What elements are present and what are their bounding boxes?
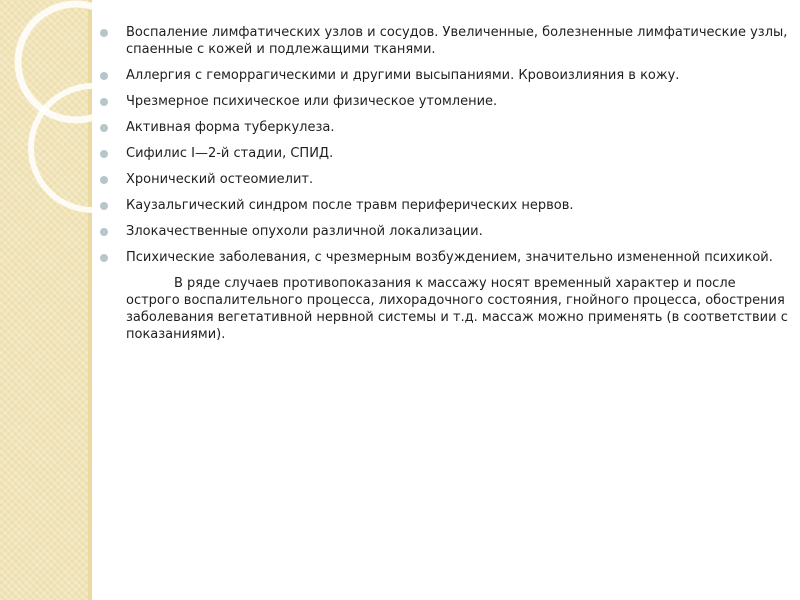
list-item [100,171,790,188]
bullet-icon [100,29,108,37]
bullet-icon [100,72,108,80]
list-item-text: Активная форма туберкулеза. [126,120,335,135]
contraindications-list [100,24,790,266]
list-item-text: Психические заболевания, с чрезмерным возбуждением, значительно измененной психикой. [126,250,773,265]
bullet-icon [100,176,108,184]
list-item-text: Каузальгический синдром после травм периферических нервов. [126,198,574,213]
bullet-icon [100,150,108,158]
list-item-text: Аллергия с геморрагическими и другими высыпаниями. Кровоизлияния в кожу. [126,68,680,83]
list-item [100,67,790,84]
note-paragraph: В ряде случаев противопоказания к массажу носят временный характер и после острого воспалительного процесса, лихорадочного состояния, гнойного процесса, обострения заболевания вегетативной нервной системы и т.д. массаж можно применять (в соответствии с показаниями). [126,276,788,342]
list-item [100,145,790,162]
bullet-icon [100,202,108,210]
list-item [100,119,790,136]
list-item-text: Злокачественные опухоли различной локализации. [126,224,483,239]
list-item-text: Сифилис I—2-й стадии, СПИД. [126,146,334,161]
list-item [100,249,790,266]
list-item-text: Воспаление лимфатических узлов и сосудов. Увеличенные, болезненные лимфатические узлы, спаенные с кожей и подлежащими тканями. [126,25,788,57]
list-item-text: Хронический остеомиелит. [126,172,314,187]
list-item [100,223,790,240]
list-item-text: Чрезмерное психическое или физическое утомление. [126,94,498,109]
bullet-icon [100,228,108,236]
bullet-icon [100,124,108,132]
list-item [100,24,790,58]
bullet-icon [100,254,108,262]
list-item [100,197,790,214]
list-item [100,93,790,110]
slide-content [100,24,790,343]
bullet-icon [100,98,108,106]
